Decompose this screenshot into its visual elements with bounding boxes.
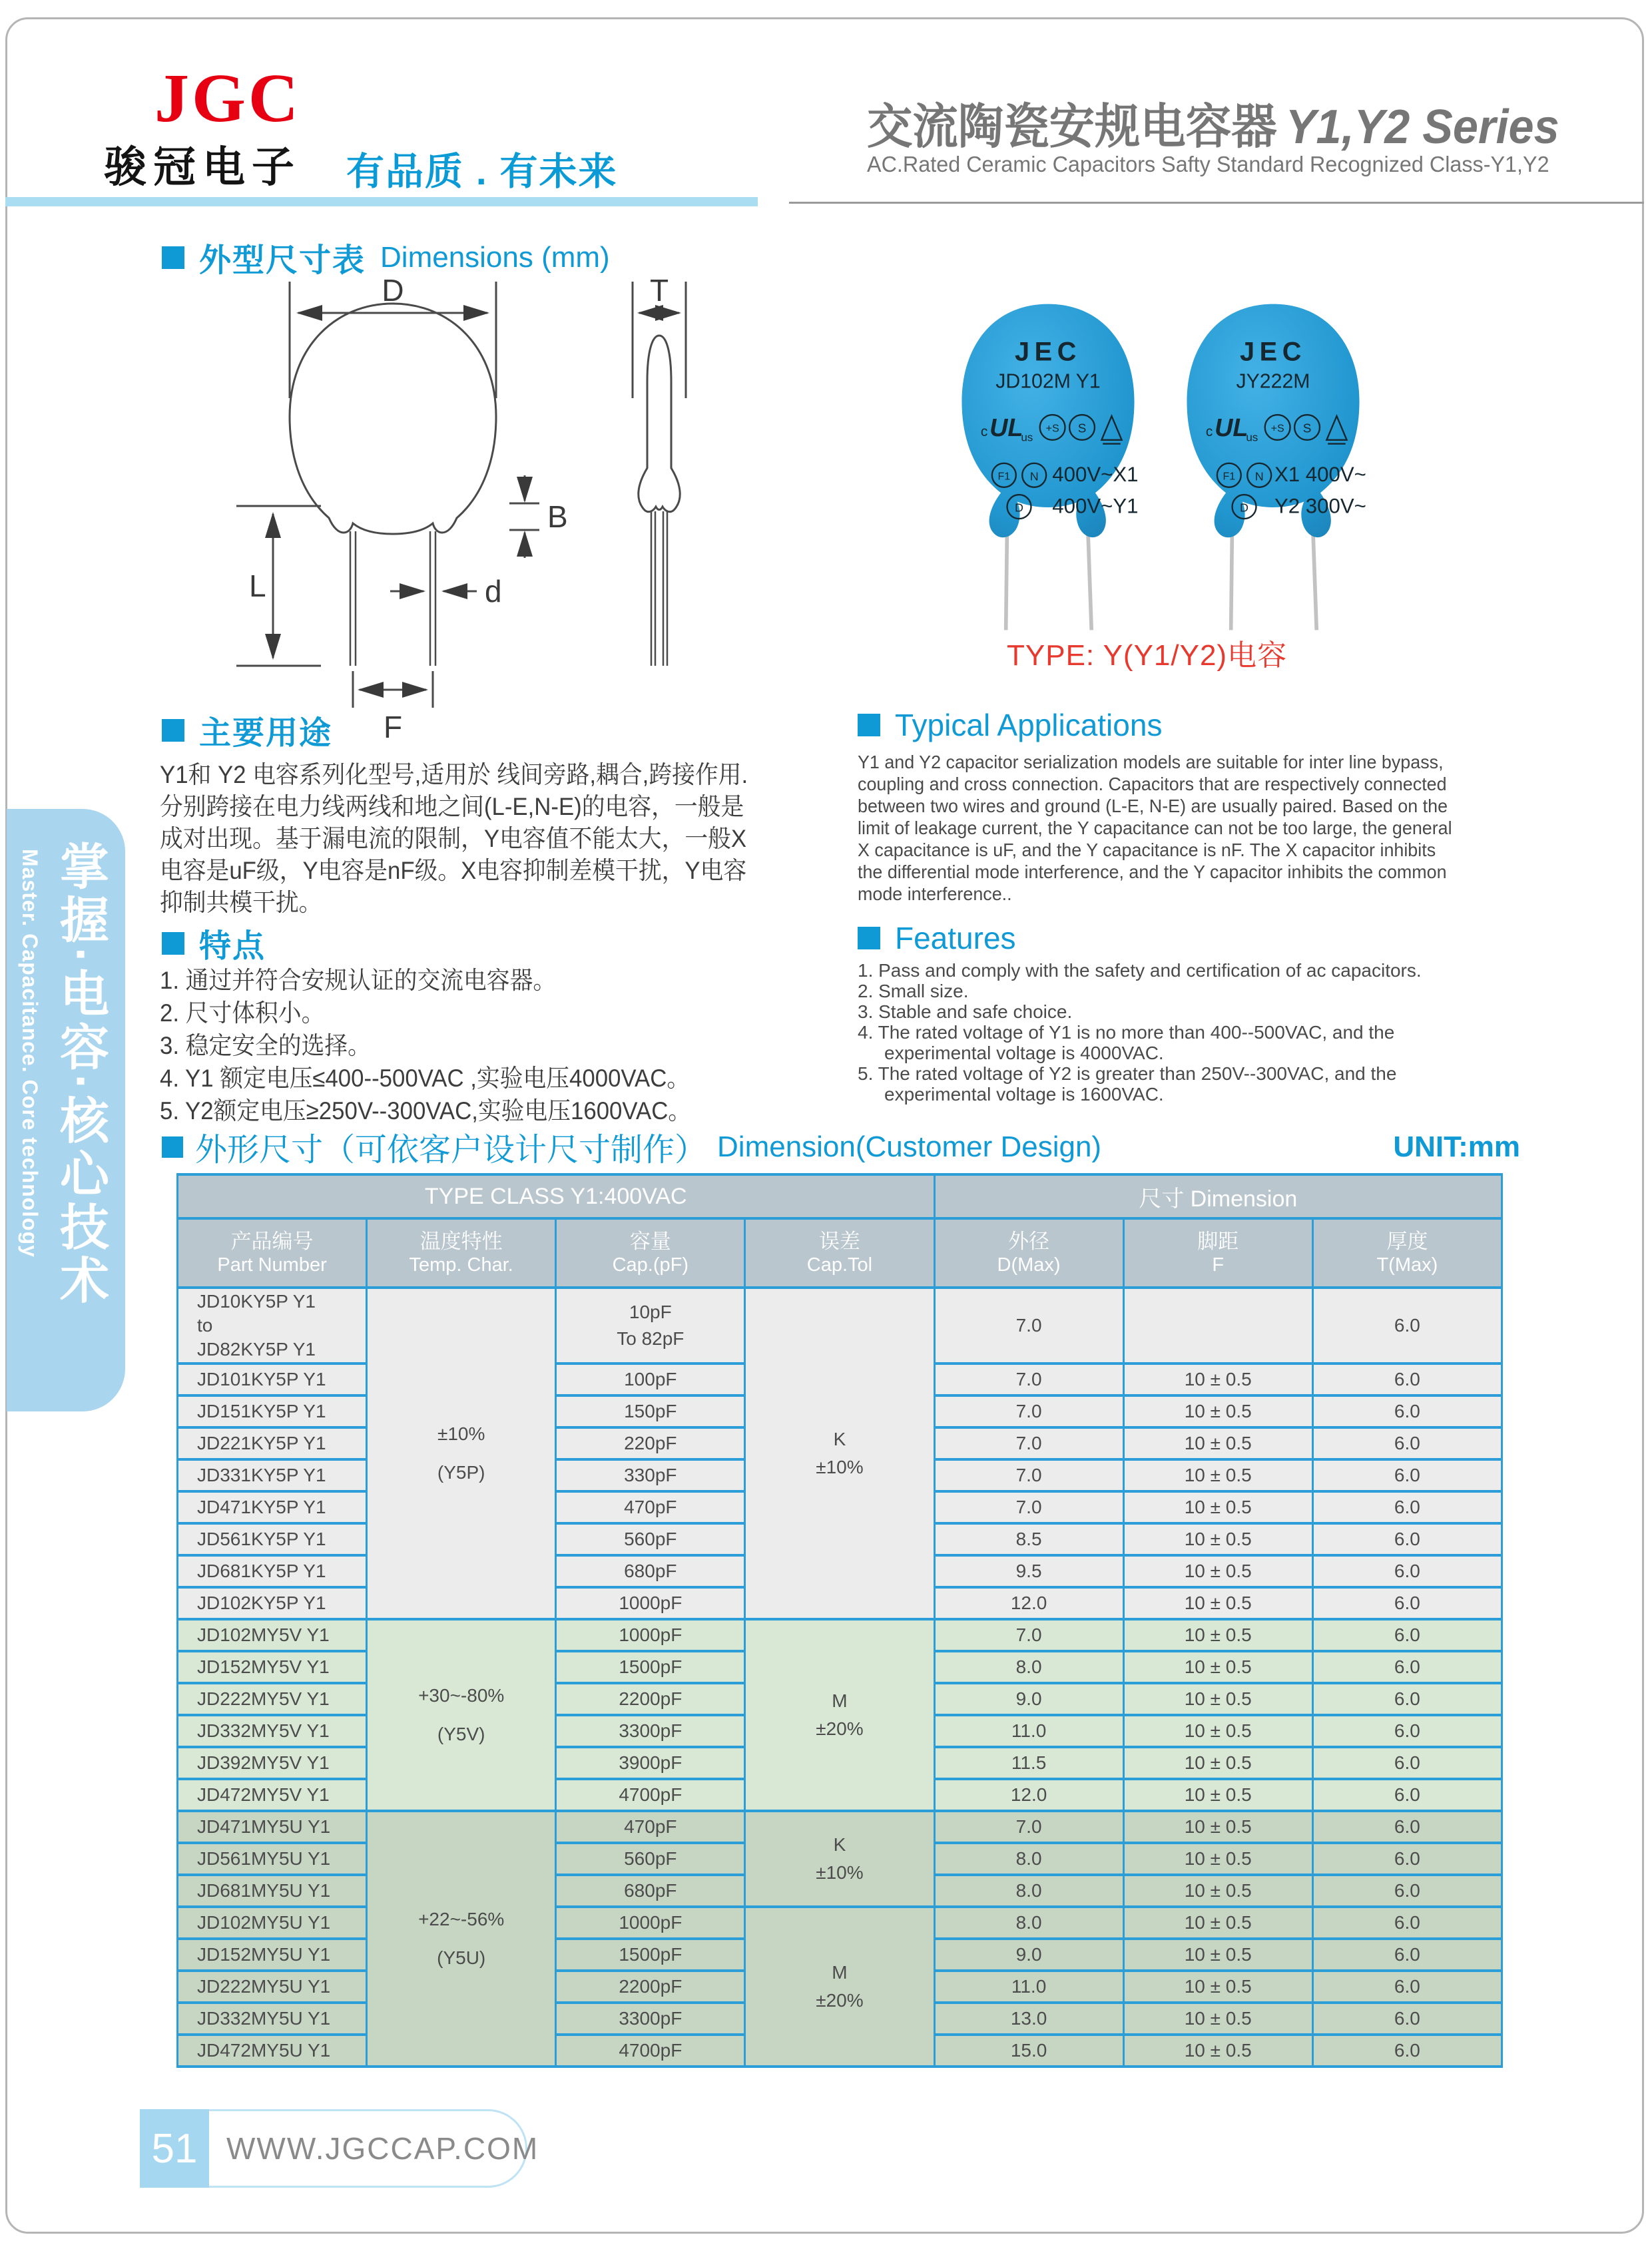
mark-plus-s: +S: [1270, 422, 1284, 435]
cell-cap: 100pF: [556, 1364, 745, 1395]
sidebar-slogan-cn: 掌握·电容·核心技术: [53, 841, 109, 1308]
company-logo: JGC: [154, 60, 301, 136]
cell-cap: 3300pF: [556, 1715, 745, 1747]
text-line: between two wires and ground (L-E, N-E) are usually paired. Based on the: [858, 796, 1448, 816]
col-header-cn: 温度特性: [419, 1230, 503, 1253]
sidebar-slogan-en: Master. Capacitance. Core technology: [18, 849, 42, 1258]
cell-part: JD222MY5V Y1: [178, 1683, 367, 1715]
cell-f: [1123, 1288, 1312, 1364]
mark-d: D: [1240, 501, 1248, 515]
cell-t: 6.0: [1312, 1939, 1502, 1971]
square-bullet-icon: [162, 246, 184, 269]
company-slogan: 有品质 . 有未来: [346, 150, 618, 193]
cap-brand: JEC: [1015, 337, 1081, 367]
col-header-d: [934, 1218, 1123, 1288]
cap-line: 10pF: [629, 1302, 672, 1322]
cell-part: JD561KY5P Y1: [178, 1523, 367, 1555]
cell-cap: 2200pF: [556, 1971, 745, 2003]
cell-cap: 3300pF: [556, 2003, 745, 2035]
cell-t: 6.0: [1312, 1651, 1502, 1683]
cell-f: 10 ± 0.5: [1123, 1811, 1312, 1843]
cell-t: 6.0: [1312, 2003, 1502, 2035]
dim-label-D: D: [382, 273, 404, 308]
tol-line: K: [833, 1834, 846, 1855]
cell-part: JD681MY5U Y1: [178, 1875, 367, 1907]
cell-cap: 4700pF: [556, 2035, 745, 2067]
website-url: WWW.JGCCAP.COM: [209, 2109, 527, 2188]
cell-t: 6.0: [1312, 1459, 1502, 1491]
cell-cap-tol: [745, 1811, 934, 1907]
mark-n: N: [1254, 469, 1264, 483]
cell-cap: 1000pF: [556, 1619, 745, 1651]
typical-applications-paragraph: [858, 751, 1452, 905]
col-header-cn: 外径: [1008, 1230, 1050, 1253]
cell-cap: 150pF: [556, 1395, 745, 1427]
text-line: coupling and cross connection. Capacitors that are respectively connected: [858, 774, 1447, 794]
cell-cap: 680pF: [556, 1555, 745, 1587]
dim-label-B: B: [547, 499, 568, 534]
mark-f1: F1: [997, 470, 1011, 483]
text-line: the differential mode interference, and the Y capacitor inhibits the common: [858, 862, 1447, 882]
page-title-series: Y1,Y2 Series: [1285, 101, 1559, 154]
cell-t: 6.0: [1312, 1364, 1502, 1395]
tol-line: M: [832, 1962, 848, 1983]
col-header-cn: 厚度: [1386, 1230, 1428, 1253]
mark-s: S: [1077, 421, 1087, 436]
cell-t: 6.0: [1312, 1747, 1502, 1779]
list-item: 4. The rated voltage of Y1 is no more than 400--500VAC, and the experimental voltage is 4000VAC.: [858, 1022, 1395, 1063]
cell-f: 10 ± 0.5: [1123, 2035, 1312, 2067]
list-item: 2. 尺寸体积小。: [160, 999, 325, 1027]
text-line: Y1和 Y2 电容系列化型号,适用於 线间旁路,耦合,跨接作用.: [160, 761, 748, 788]
cell-d: 12.0: [934, 1587, 1123, 1619]
square-bullet-icon: [162, 1136, 183, 1158]
cell-cap: 220pF: [556, 1427, 745, 1459]
ul-mark-c: c: [1205, 424, 1213, 440]
cell-f: 10 ± 0.5: [1123, 1747, 1312, 1779]
text-line: X capacitance is uF, and the Y capacitance is nF. The X capacitor inhibits: [858, 840, 1436, 860]
header-accent-bar: [5, 197, 758, 206]
tol-line: ±10%: [816, 1457, 864, 1477]
text-line: Y1 and Y2 capacitor serialization models are suitable for inter line bypass,: [858, 752, 1444, 772]
list-item: 2. Small size.: [858, 981, 969, 1001]
main-use-paragraph: [160, 759, 748, 919]
cell-part: JD102KY5P Y1: [178, 1587, 367, 1619]
capacitor-photos: [944, 285, 1377, 638]
cell-f: 10 ± 0.5: [1123, 1683, 1312, 1715]
cell-cap: 1500pF: [556, 1939, 745, 1971]
cell-part: JD101KY5P Y1: [178, 1364, 367, 1395]
cell-cap: 560pF: [556, 1523, 745, 1555]
col-header-cap: [556, 1218, 745, 1288]
tol-line: M: [832, 1690, 848, 1711]
cell-cap-tol: [745, 1619, 934, 1811]
cell-d: 11.0: [934, 1971, 1123, 2003]
cell-d: 7.0: [934, 1811, 1123, 1843]
cell-f: 10 ± 0.5: [1123, 1875, 1312, 1907]
text-line: 抑制共模干扰。: [160, 889, 322, 916]
text-line: limit of leakage current, the Y capacitance can not be too large, the general: [858, 818, 1452, 838]
cell-temp-char: [367, 1288, 556, 1619]
cell-cap: 4700pF: [556, 1779, 745, 1811]
tol-line: ±20%: [816, 1990, 864, 2011]
capacitor-photo-y2: [1169, 285, 1377, 638]
dimensions-table: [176, 1173, 1503, 2068]
tol-line: K: [833, 1429, 846, 1449]
col-header-part: [178, 1218, 367, 1288]
capacitor-photo-y1: [944, 285, 1152, 638]
cell-part: JD102MY5U Y1: [178, 1907, 367, 1939]
cell-temp-char: [367, 1619, 556, 1811]
cell-cap: 560pF: [556, 1843, 745, 1875]
cell-f: 10 ± 0.5: [1123, 1843, 1312, 1875]
cell-t: 6.0: [1312, 1779, 1502, 1811]
cell-d: 12.0: [934, 1779, 1123, 1811]
text-line: mode interference..: [858, 883, 1012, 904]
cap-voltage-1: X1 400V~: [1274, 463, 1366, 487]
cell-t: 6.0: [1312, 1587, 1502, 1619]
temp-line: (Y5P): [437, 1462, 485, 1483]
heading-en: Typical Applications: [895, 708, 1163, 742]
section-heading-features-cn: [162, 920, 266, 966]
cell-cap: 470pF: [556, 1491, 745, 1523]
cell-t: 6.0: [1312, 2035, 1502, 2067]
cell-cap-tol: [745, 1288, 934, 1619]
section-heading-table: [162, 1124, 1520, 1170]
cell-f: 10 ± 0.5: [1123, 1491, 1312, 1523]
part-line: JD10KY5P Y1: [197, 1291, 316, 1312]
temp-line: +22~-56%: [418, 1909, 505, 1929]
dim-label-T: T: [649, 273, 669, 308]
col-header-en: Cap.(pF): [612, 1254, 689, 1276]
dim-label-F: F: [383, 710, 403, 744]
unit-label: UNIT:mm: [1393, 1130, 1520, 1163]
cell-t: 6.0: [1312, 1288, 1502, 1364]
cell-t: 6.0: [1312, 1555, 1502, 1587]
cell-d: 7.0: [934, 1459, 1123, 1491]
cell-d: 7.0: [934, 1364, 1123, 1395]
cell-temp-char: [367, 1811, 556, 2067]
cell-t: 6.0: [1312, 1683, 1502, 1715]
cell-part: JD472MY5U Y1: [178, 2035, 367, 2067]
col-header-en: T(Max): [1376, 1254, 1438, 1276]
cell-part: JD221KY5P Y1: [178, 1427, 367, 1459]
list-item: 5. Y2额定电压≥250V--300VAC,实验电压1600VAC。: [160, 1097, 692, 1124]
ul-mark: UL: [1215, 414, 1248, 443]
group-header-type: TYPE CLASS Y1:400VAC: [178, 1174, 935, 1218]
cell-part: JD561MY5U Y1: [178, 1843, 367, 1875]
col-header-cn: 容量: [629, 1230, 671, 1253]
page-title-cn: 交流陶瓷安规电容器: [867, 101, 1277, 154]
cell-t: 6.0: [1312, 1875, 1502, 1907]
cap-voltage-2: 400V~Y1: [1052, 494, 1139, 518]
cell-f: 10 ± 0.5: [1123, 1907, 1312, 1939]
cell-d: 7.0: [934, 1288, 1123, 1364]
cell-f: 10 ± 0.5: [1123, 1555, 1312, 1587]
heading-en: Dimensions (mm): [380, 240, 610, 274]
heading-en: Features: [895, 921, 1016, 955]
cell-f: 10 ± 0.5: [1123, 2003, 1312, 2035]
cell-d: 8.0: [934, 1875, 1123, 1907]
part-line: to: [197, 1315, 213, 1336]
temp-line: +30~-80%: [418, 1685, 505, 1706]
table-column-header: [178, 1218, 1502, 1288]
cap-voltage-1: 400V~X1: [1052, 463, 1139, 487]
heading-en: Dimension(Customer Design): [717, 1130, 1102, 1163]
square-bullet-icon: [162, 932, 184, 955]
group-header-dimension: 尺寸 Dimension: [934, 1174, 1502, 1218]
cell-t: 6.0: [1312, 1619, 1502, 1651]
list-item: 3. 稳定安全的选择。: [160, 1032, 371, 1059]
col-header-tol: [745, 1218, 934, 1288]
cell-part-range: [178, 1288, 367, 1364]
col-header-cn: 误差: [818, 1230, 860, 1253]
cell-part: JD102MY5V Y1: [178, 1619, 367, 1651]
text-line: 分别跨接在电力线两线和地之间(L-E,N-E)的电容，一般是: [160, 793, 744, 820]
cell-cap-tol: [745, 1907, 934, 2067]
part-line: JD82KY5P Y1: [197, 1339, 316, 1360]
cell-part: JD471KY5P Y1: [178, 1491, 367, 1523]
cell-d: 8.5: [934, 1523, 1123, 1555]
ul-mark-us: us: [1246, 431, 1258, 444]
col-header-cn: 产品编号: [230, 1230, 314, 1253]
heading-cn: 外形尺寸（可依客户设计尺寸制作）: [195, 1132, 707, 1168]
square-bullet-icon: [858, 714, 880, 736]
cell-f: 10 ± 0.5: [1123, 1364, 1312, 1395]
list-item: 1. 通过并符合安规认证的交流电容器。: [160, 967, 557, 994]
tol-line: ±20%: [816, 1718, 864, 1739]
cell-f: 10 ± 0.5: [1123, 1715, 1312, 1747]
cell-t: 6.0: [1312, 1971, 1502, 2003]
cell-t: 6.0: [1312, 1715, 1502, 1747]
cell-f: 10 ± 0.5: [1123, 1971, 1312, 2003]
cell-d: 7.0: [934, 1427, 1123, 1459]
page-number-badge: 51: [140, 2109, 209, 2188]
section-heading-typical-applications: [858, 707, 1162, 743]
cell-f: 10 ± 0.5: [1123, 1779, 1312, 1811]
cell-part: JD472MY5V Y1: [178, 1779, 367, 1811]
cell-d: 8.0: [934, 1907, 1123, 1939]
cell-t: 6.0: [1312, 1427, 1502, 1459]
cell-f: 10 ± 0.5: [1123, 1523, 1312, 1555]
cell-part: JD471MY5U Y1: [178, 1811, 367, 1843]
cell-part: JD332MY5V Y1: [178, 1715, 367, 1747]
col-header-en: D(Max): [997, 1254, 1061, 1276]
cell-d: 9.0: [934, 1939, 1123, 1971]
header-divider: [789, 202, 1644, 204]
cell-f: 10 ± 0.5: [1123, 1619, 1312, 1651]
col-header-f: [1123, 1218, 1312, 1288]
cell-cap: 330pF: [556, 1459, 745, 1491]
cell-part: JD222MY5U Y1: [178, 1971, 367, 2003]
cell-cap: 470pF: [556, 1811, 745, 1843]
col-header-en: Temp. Char.: [409, 1254, 513, 1276]
cap-model: JD102M Y1: [995, 370, 1101, 393]
cell-f: 10 ± 0.5: [1123, 1939, 1312, 1971]
cell-d: 15.0: [934, 2035, 1123, 2067]
col-header-t: [1312, 1218, 1502, 1288]
list-item: 4. Y1 额定电压≤400--500VAC ,实验电压4000VAC。: [160, 1065, 690, 1092]
cell-f: 10 ± 0.5: [1123, 1651, 1312, 1683]
cell-t: 6.0: [1312, 1491, 1502, 1523]
square-bullet-icon: [858, 927, 880, 949]
cell-f: 10 ± 0.5: [1123, 1395, 1312, 1427]
table-group-header: [178, 1174, 1502, 1218]
list-item: 3. Stable and safe choice.: [858, 1001, 1073, 1022]
square-bullet-icon: [162, 719, 184, 742]
mark-d: D: [1015, 501, 1023, 515]
cell-t: 6.0: [1312, 1811, 1502, 1843]
cell-d: 9.5: [934, 1555, 1123, 1587]
cell-cap: 680pF: [556, 1875, 745, 1907]
col-header-en: Cap.Tol: [806, 1254, 873, 1276]
ul-mark: UL: [989, 414, 1023, 443]
cell-f: 10 ± 0.5: [1123, 1587, 1312, 1619]
cap-brand: JEC: [1240, 337, 1306, 367]
temp-line: ±10%: [437, 1423, 485, 1444]
cell-cap: 1500pF: [556, 1651, 745, 1683]
mark-n: N: [1029, 469, 1039, 483]
heading-cn: 主要用途: [199, 716, 333, 751]
cell-d: 8.0: [934, 1651, 1123, 1683]
cell-part: JD392MY5V Y1: [178, 1747, 367, 1779]
cell-t: 6.0: [1312, 1395, 1502, 1427]
heading-cn: 特点: [199, 929, 266, 964]
mark-s: S: [1302, 421, 1312, 436]
text-line: 电容是uF级，Y电容是nF级。X电容抑制差模干扰，Y电容: [160, 857, 747, 884]
temp-line: (Y5U): [437, 1947, 486, 1968]
cell-cap: 2200pF: [556, 1683, 745, 1715]
mark-f1: F1: [1223, 470, 1236, 483]
cell-f: 10 ± 0.5: [1123, 1459, 1312, 1491]
features-cn-list: [160, 964, 691, 1127]
dim-label-L: L: [249, 569, 266, 603]
sidebar-banner: [7, 809, 125, 1411]
table-row: [178, 1619, 1502, 1651]
cell-d: 7.0: [934, 1395, 1123, 1427]
cell-d: 11.0: [934, 1715, 1123, 1747]
heading-cn: 外型尺寸表: [199, 243, 366, 278]
cell-t: 6.0: [1312, 1907, 1502, 1939]
cell-t: 6.0: [1312, 1523, 1502, 1555]
cell-cap: 1000pF: [556, 1907, 745, 1939]
features-en-list: [858, 960, 1497, 1105]
list-item: 1. Pass and comply with the safety and certification of ac capacitors.: [858, 960, 1422, 981]
temp-line: (Y5V): [437, 1724, 485, 1744]
cell-d: 7.0: [934, 1491, 1123, 1523]
type-note: TYPE: Y(Y1/Y2)电容: [1007, 639, 1288, 672]
cell-part: JD151KY5P Y1: [178, 1395, 367, 1427]
section-heading-main-use: [162, 707, 332, 753]
cell-d: 7.0: [934, 1619, 1123, 1651]
col-header-cn: 脚距: [1197, 1230, 1239, 1253]
cell-d: 8.0: [934, 1843, 1123, 1875]
cell-d: 9.0: [934, 1683, 1123, 1715]
page-subtitle: AC.Rated Ceramic Capacitors Safty Standard Recognized Class-Y1,Y2: [867, 152, 1549, 176]
capacitor-outline-side: [639, 336, 680, 512]
cell-cap: 3900pF: [556, 1747, 745, 1779]
text-line: 成对出现。基于漏电流的限制，Y电容值不能太大，一般X: [160, 825, 747, 852]
list-item: 5. The rated voltage of Y2 is greater than 250V--300VAC, and the experimental voltage is 1600VAC.: [858, 1063, 1397, 1105]
mark-plus-s: +S: [1045, 422, 1059, 435]
cell-cap-range: [556, 1288, 745, 1364]
page-title: [867, 88, 1559, 157]
table-row: [178, 1811, 1502, 1843]
ul-mark-us: us: [1021, 431, 1033, 444]
dim-label-d: d: [485, 574, 502, 609]
cell-d: 11.5: [934, 1747, 1123, 1779]
company-name-cn: 骏冠电子: [104, 143, 301, 191]
cell-part: JD152MY5V Y1: [178, 1651, 367, 1683]
cell-part: JD332MY5U Y1: [178, 2003, 367, 2035]
tol-line: ±10%: [816, 1862, 864, 1883]
cell-part: JD331KY5P Y1: [178, 1459, 367, 1491]
ul-mark-c: c: [980, 424, 988, 440]
cell-d: 13.0: [934, 2003, 1123, 2035]
cap-voltage-2: Y2 300V~: [1274, 494, 1366, 518]
capacitor-outline-front: [290, 304, 496, 534]
cap-model: JY222M: [1236, 370, 1310, 393]
cell-part: JD681KY5P Y1: [178, 1555, 367, 1587]
cell-t: 6.0: [1312, 1843, 1502, 1875]
table-row: [178, 1288, 1502, 1364]
cell-part: JD152MY5U Y1: [178, 1939, 367, 1971]
cap-line: To 82pF: [617, 1328, 685, 1349]
col-header-temp: [367, 1218, 556, 1288]
section-heading-features-en: [858, 920, 1016, 956]
col-header-en: Part Number: [217, 1254, 327, 1276]
cell-f: 10 ± 0.5: [1123, 1427, 1312, 1459]
cell-cap: 1000pF: [556, 1587, 745, 1619]
col-header-en: F: [1212, 1254, 1225, 1276]
